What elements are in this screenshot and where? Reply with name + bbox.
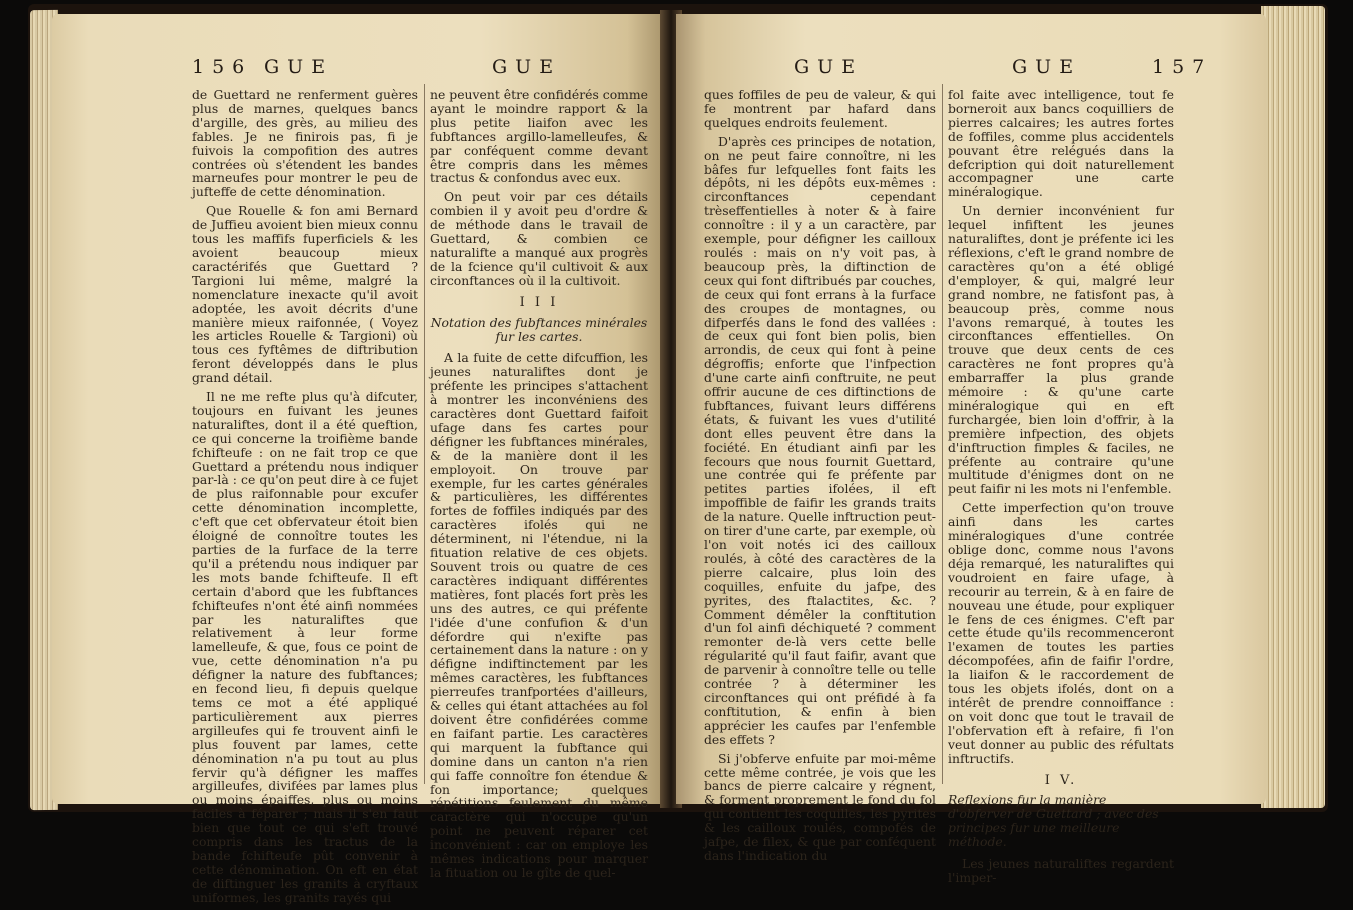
page-number: 157: [1152, 56, 1213, 78]
paragraph: Que Rouelle & fon ami Bernard de Juffieu avoient bien mieux connu tous les maffifs fuperficiels & les avoient beaucoup mieux caractérifés que Guettard ? Targioni lui même, malgré la nomenclature inexacte qu'il avoit adoptée, les avoit décrits d'une manière mieux raifonnée, ( Voyez les articles Rouelle & Targioni) où tous ces fyftêmes de diftribution feront développés dans le plus grand détail.: [192, 203, 418, 386]
page-edges-right: [1261, 6, 1325, 808]
running-head-left: [52, 56, 664, 80]
running-head-text: GUE: [492, 56, 562, 78]
paragraph: On peut voir par ces détails combien il y avoit peu d'ordre & de méthode dans le travail de Guettard, & combien ce naturalifte a manqué aux progrès de la fcience qu'il cultivoit & aux circonftances où il la cultivoit.: [430, 189, 648, 288]
paragraph: D'après ces principes de notation, on ne peut faire connoître, ni les bâfes fur lefquelles font faits les dépôts, ni les dépôts eux-mêmes : circonftances cependant trèseffentielles à noter & à faire connoître : il y a un caractère, par exemple, pour défigner les cailloux roulés : mais on n'y voit pas, à beaucoup près, la diftinction de ceux qui font diftribués par couches, de ceux qui font errans à la furface des croupes de montagnes, ou difperfés dans le fond des vallées : de ceux qui font bien polis, bien arrondis, de ceux qui font à peine dégroffis; enforte que l'infpection d'une carte ainfi conftruite, ne peut offrir aucune de ces diftinctions de fubftances, fuivant leurs différens états, & fuivant les vues d'utilité dont elles peuvent être dans la fociété. En étudiant ainfi par les fecours que nous fournit Guettard, une contrée qui fe préfente par petites parties ifolées, il eft impoffible de faifir les grands traits de la nature. Quelle inftruction peut-on tirer d'une carte, par exemple, où l'on voit notés ici des cailloux roulés, à côté des caractères de la pierre calcaire, plus loin des coquilles, enfuite du jafpe, des pyrites, des ftalactites, &c. ? Comment démêler la conftitution d'un fol ainfi déchiqueté ? comment remonter de-là vers cette belle régularité qu'il faut faifir, avant que de parvenir à connoître telle ou telle contrée ? à déterminer les circonftances qui ont préfidé à fa conftitution, & enfin à bien apprécier les caufes par l'enfemble des effets ?: [704, 133, 936, 747]
paragraph: Cette imperfection qu'on trouve ainfi dans les cartes minéralogiques d'une contrée oblige donc, comme nous l'avons déja remarqué, les naturaliftes qui voudroient en faire ufage, à recourir au terrein, & à en faire de nouveau une étude, pour expliquer le fens de ces énigmes. C'eft par cette étude qu'ils recommenceront l'examen de toutes les parties décompofées, afin de faifir l'ordre, la liaifon & le raccordement de tous les objets ifolés, dont on a intérêt de prendre connoiffance : on voit donc que tout le travail de l'obfervation eft à refaire, fi l'on veut donner au public des réfultats inftructifs.: [948, 500, 1174, 766]
running-head-text: GUE: [1012, 56, 1082, 78]
text-column-2: [430, 88, 648, 885]
paragraph: Il ne me refte plus qu'à difcuter, toujours en fuivant les jeunes naturaliftes, dont il a été queftion, ce qui concerne la troifième bande fchifteufe : on ne fait trop ce que Guettard a prétendu nous indiquer par-là : ce qu'on peut dire à ce fujet de plus raifonnable pour excufer cette dénomination incomplette, c'eft que cet obfervateur étoit bien éloigné de connoître toutes les parties de la furface de la terre qu'il a prétendu nous indiquer par les mots bande fchifteufe. Il eft certain d'abord que les fubftances fchifteufes n'ont été ainfi nommées par les naturaliftes que relativement à leur forme lamelleufe, & que, fous ce point de vue, cette dénomination n'a pu défigner la nature des fubftances; en fecond lieu, fi depuis quelque tems ce mot a été appliqué particulièrement aux pierres argilleufes qui fe trouvent ainfi le plus fouvent par lames, cette dénomination n'a pu tout au plus fervir qu'à défigner les maffes argilleufes, divifées par lames plus ou moins épaiffes, plus ou moins faciles à féparer ; mais il s'en faut bien que tout ce qui s'eft trouvé compris dans les tractus de la bande fchifteufe pût convenir à cette dénomination. On eft en état de diftinguer les granits à cryftaux uniformes, les granits rayés qui: [192, 389, 418, 905]
text-column-1: [192, 88, 418, 910]
text-column-1: [704, 88, 936, 868]
section-title: Reflexions fur la manière d'obferver de Guettard ; avec des principes fur une meilleure méthode.: [948, 792, 1159, 850]
section-number: I I I: [519, 294, 559, 310]
paragraph: Les jeunes naturaliftes regardent l'imper-: [948, 856, 1174, 885]
paragraph: ne peuvent être confidérés comme ayant le moindre rapport & la plus petite liaifon avec les fubftances argillo-lamelleufes, & par conféquent comme devant être compris dans les mêmes tractus & confondus avec eux.: [430, 87, 648, 186]
left-page: [52, 14, 664, 905]
right-page: [676, 14, 1266, 885]
column-rule: [942, 84, 943, 784]
page-number: 156: [192, 56, 253, 78]
paragraph: ques foffiles de peu de valeur, & qui fe montrent par hafard dans quelques endroits feulement.: [704, 87, 936, 130]
paragraph: fol faite avec intelligence, tout fe borneroit aux bancs coquilliers de pierres calcaires; les autres fortes de foffiles, comme plus accidentels pouvant être relégués dans la defcription qui doit naturellement accompagner une carte minéralogique.: [948, 87, 1174, 200]
paragraph: Un dernier inconvénient fur lequel infiftent les jeunes naturaliftes, dont je préfente ici les réflexions, c'eft le grand nombre de caractères qu'on a été obligé d'employer, & qui, malgré leur grand nombre, ne fatisfont pas, à beaucoup près, comme nous l'avons remarqué, à toutes les circonftances effentielles. On trouve que deux cents de ces caractères ne font propres qu'à embarraffer la plus grande mémoire : & qu'une carte minéralogique qui en eft furchargée, bien loin d'offrir, à la première infpection, des objets d'inftruction fimples & faciles, ne préfente au contraire qu'une multitude d'énigmes dont on ne peut faifir ni les mots ni l'enfemble.: [948, 203, 1174, 497]
running-head-right: [676, 56, 1266, 80]
running-head-text: GUE: [264, 56, 334, 78]
text-column-2: [948, 88, 1174, 890]
section-title: Notation des fubftances minérales fur les cartes.: [430, 314, 648, 344]
paragraph: Si j'obferve enfuite par moi-même cette même contrée, je vois que les bancs de pierre calcaire y régnent, & forment proprement le fond du fol qui contient les coquilles, les pyrites & les cailloux roulés, compofés de jafpe, de filex, & que par conféquent dans l'indication du: [704, 750, 936, 863]
column-rule: [424, 84, 425, 784]
running-head-text: GUE: [794, 56, 864, 78]
section-number: I V.: [1044, 772, 1078, 788]
paragraph: A la fuite de cette difcuffion, les jeunes naturaliftes dont je préfente les principes s'attachent à montrer les inconvéniens des caractères dont Guettard faifoit ufage dans fes cartes pour défigner les fubftances minérales, & de la manière dont il les employoit. On trouve par exemple, fur les cartes générales & particulières, les différentes fortes de foffiles indiqués par des caractères ifolés qui ne déterminent, ni l'étendue, ni la fituation relative de ces objets. Souvent trois ou quatre de ces caractères indiquant différentes matières, font placés fort près les uns des autres, ce qui préfente l'idée d'une confufion & d'un défordre qui n'exifte pas certainement dans la nature : on y défigne indiftinctement par les mêmes caractères, les fubftances pierreufes tranfportées d'ailleurs, & celles qui étant attachées au fol doivent être confidérées comme en faifant partie. Les caractères qui marquent la fubftance qui domine dans un canton n'a rien qui faffe connoître fon étendue & fon importance; quelques répétitions feulement du même caractère qui n'occupe qu'un point ne peuvent réparer cet inconvénient : car on employe les mêmes indications pour marquer la fituation ou le gîte de quel-: [430, 350, 648, 880]
paragraph: de Guettard ne renferment guères plus de marnes, quelques bancs d'argille, des grès, au milieu des fables. Je ne finirois pas, fi je fuivois la compofition des autres contrées où s'étendent les bandes marneufes pour montrer le peu de jufteffe de cette dénomination.: [192, 87, 418, 200]
